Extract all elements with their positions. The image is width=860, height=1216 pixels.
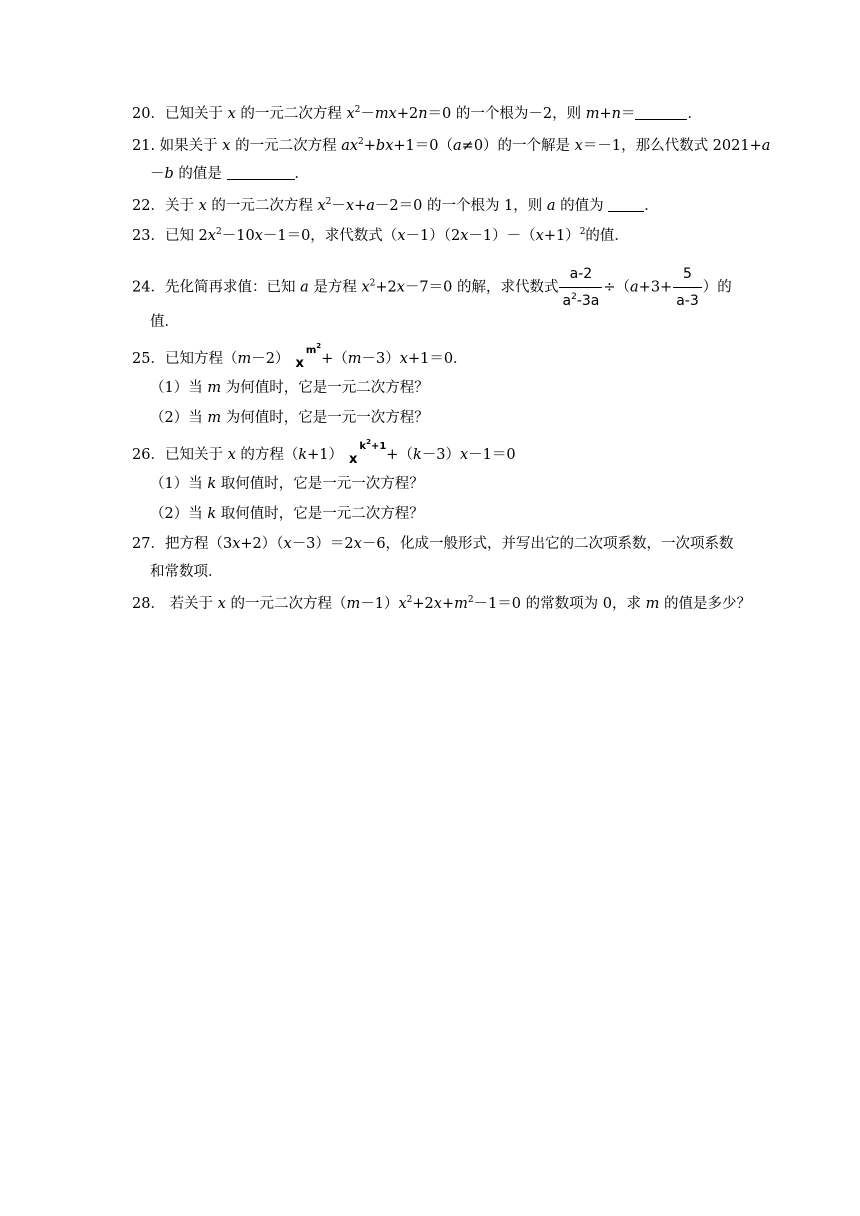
question-26: 26．已知关于 x 的方程（k+1） $x^{k^2+1}+(k-3)x-1=0$ — [132, 442, 516, 466]
question-24: 24．先化简再求值：已知 a 是方程 $x^2+2x-7=0$ 的解，求代数式 $\frac{a-2}{a^2-3a}$ ÷（a+3+ $\frac{5}{a-3}$ ）的 — [132, 262, 732, 313]
question-21-line-2: －b 的值是 ． — [150, 166, 310, 182]
question-26-part-2: （2）当 k 取何值时，它是一元二次方程？ — [150, 506, 424, 522]
question-24-line-2: 值． — [150, 314, 179, 330]
question-20: 20．已知关于 x 的一元二次方程 $x^2-mx+2n=0$ 的一个根为－2，则 m+n＝ ． — [132, 105, 702, 122]
fraction-expression-1: $\frac{a-2}{a^2-3a}$ — [559, 262, 602, 313]
answer-blank[interactable] — [227, 165, 295, 180]
question-25-part-2: （2）当 m 为何值时，它是一元一次方程？ — [150, 410, 429, 426]
question-27-line-2: 和常数项． — [150, 564, 223, 580]
answer-blank[interactable] — [608, 197, 644, 212]
question-25-part-1: （1）当 m 为何值时，它是一元二次方程？ — [150, 380, 429, 396]
question-27: 27．把方程（3x+2）（x－3）＝2x－6，化成一般形式，并写出它的二次项系数，一次项系数 — [132, 536, 734, 552]
question-25: 25．已知方程（m－2） $x^{m^2}+(m-3)x+1=0$． — [132, 346, 468, 370]
question-21: 21. 如果关于 x 的一元二次方程 $ax^2+bx+1=0(a\ne 0)$的一个解是 x＝－1，那么代数式 2021+a — [132, 137, 771, 154]
power-exponent: k2+1 — [359, 438, 387, 452]
question-22: 22．关于 x 的一元二次方程 $x^2-x+a-2=0$ 的一个根为 1，则 a 的值为 ． — [132, 197, 659, 214]
question-28: 28． 若关于 x 的一元二次方程$(m-1)x^2+2x+m^2-1=0$ 的常数项为 0，求 m 的值是多少？ — [132, 595, 751, 612]
fraction-expression-2: $\frac{5}{a-3}$ — [673, 262, 702, 313]
power-base-x: x — [349, 452, 358, 467]
power-exponent: m2 — [305, 342, 322, 356]
question-23: 23．已知 $2x^2-10x-1=0$，求代数式$(x-1)(2x-1)-(x+1)^2$的值． — [132, 227, 629, 244]
question-26-part-1: （1）当 k 取何值时，它是一元一次方程？ — [150, 476, 424, 492]
power-base-x: x — [295, 356, 304, 371]
answer-blank[interactable] — [635, 105, 687, 120]
